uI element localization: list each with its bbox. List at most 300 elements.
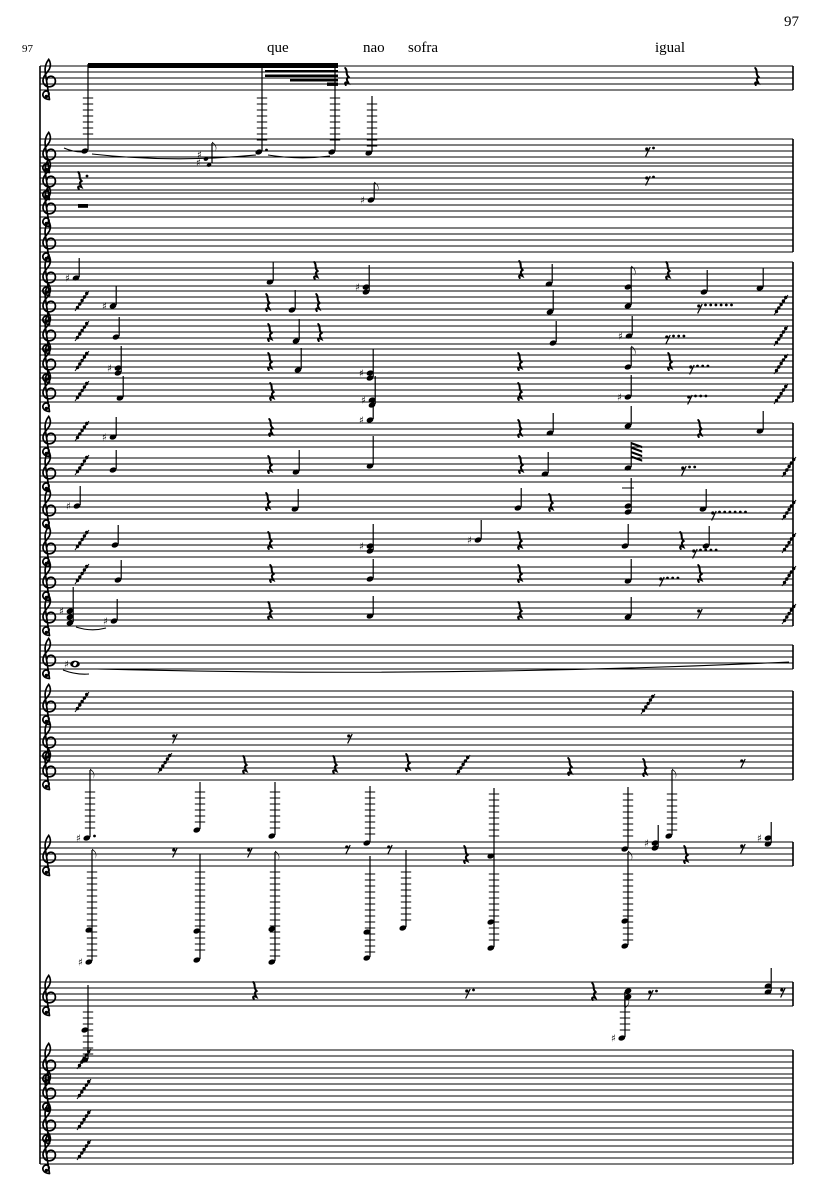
grace-notehead xyxy=(78,392,81,395)
eighth-rest-dot xyxy=(681,466,684,469)
grace-notehead xyxy=(85,292,88,295)
lcol xyxy=(399,850,412,932)
eighth-flag xyxy=(628,851,632,861)
grace-notehead xyxy=(785,544,788,547)
note xyxy=(59,587,74,627)
sharp-accidental: ♯ xyxy=(618,331,623,343)
grace-notehead xyxy=(784,355,787,358)
grace-notehead xyxy=(784,385,787,388)
eighth-rest-dot xyxy=(465,989,468,992)
grace-notehead xyxy=(790,504,793,507)
sharp-accidental: ♯ xyxy=(359,415,364,427)
grace-notehead xyxy=(792,458,795,461)
lyric-syllable: nao xyxy=(363,40,385,56)
rest xyxy=(268,602,271,619)
grace-notehead xyxy=(83,355,86,358)
clef-tail-dot xyxy=(45,785,48,788)
eighth-flag xyxy=(631,346,635,356)
grace-notehead xyxy=(85,693,88,696)
eighth-rest-dot xyxy=(247,848,250,851)
lcol xyxy=(487,788,500,860)
grace-notehead xyxy=(83,696,86,699)
grace-run xyxy=(782,500,796,520)
lyrics xyxy=(267,40,685,56)
staff xyxy=(40,368,793,411)
rest xyxy=(314,262,317,279)
treble-clef xyxy=(43,720,56,760)
grace-notehead xyxy=(790,608,793,611)
grace-notehead xyxy=(85,322,88,325)
augmentation-dot xyxy=(472,989,475,992)
augmentation-dot xyxy=(725,304,728,307)
grace-notehead xyxy=(783,548,786,551)
beam xyxy=(290,79,338,82)
grace-notehead xyxy=(80,1121,83,1124)
eighth-rest-dot xyxy=(740,759,743,762)
note xyxy=(359,349,374,382)
grace-run xyxy=(782,457,796,477)
eighth-flag xyxy=(212,142,216,152)
rest xyxy=(243,756,246,773)
rest xyxy=(345,68,348,85)
grace-notehead xyxy=(83,425,86,428)
lcol xyxy=(363,856,376,962)
sharp-accidental: ♯ xyxy=(617,392,622,404)
quarter-rest xyxy=(549,494,552,511)
grace-notehead xyxy=(87,1050,90,1053)
note xyxy=(292,450,300,476)
clef-tail-dot xyxy=(45,407,48,410)
grace-notehead xyxy=(782,388,785,391)
grace-notehead xyxy=(777,337,780,340)
grace-notehead xyxy=(76,306,79,309)
note xyxy=(66,486,81,513)
sharp-accidental: ♯ xyxy=(76,833,81,845)
note xyxy=(116,376,124,402)
note xyxy=(757,822,772,848)
note xyxy=(114,560,122,584)
treble-clef-icon xyxy=(43,416,56,456)
grace-notehead xyxy=(80,538,83,541)
measure-number: 97 xyxy=(22,43,33,55)
half-rest xyxy=(78,204,88,208)
grace-notehead xyxy=(787,465,790,468)
staff xyxy=(40,749,793,789)
grace-notehead xyxy=(775,399,778,402)
rest xyxy=(270,383,273,400)
quarter-rest xyxy=(345,68,348,85)
clef-tail-dot xyxy=(45,95,48,98)
slur xyxy=(76,627,106,630)
note xyxy=(624,406,632,430)
grace-notehead xyxy=(87,1080,90,1083)
grace-notehead xyxy=(457,770,460,773)
grace-notehead xyxy=(775,310,778,313)
note xyxy=(103,599,118,628)
grace-notehead xyxy=(159,768,162,771)
grace-notehead xyxy=(78,703,81,706)
eighth-rest-dot xyxy=(665,335,668,338)
grace-notehead xyxy=(790,461,793,464)
rest xyxy=(680,532,683,549)
grace-notehead xyxy=(85,352,88,355)
quarter-rest xyxy=(755,68,758,85)
grace-run xyxy=(75,291,89,311)
augmentation-dot xyxy=(704,549,707,552)
eighth-rest-dot xyxy=(697,304,700,307)
augmentation-dot xyxy=(718,511,721,514)
beam xyxy=(88,63,338,68)
eighth-rest-dot xyxy=(387,845,390,848)
slur xyxy=(92,154,256,159)
grace-notehead xyxy=(80,359,83,362)
rest xyxy=(780,988,785,998)
quarter-rest xyxy=(666,262,669,279)
grace-notehead xyxy=(783,619,786,622)
staff xyxy=(40,488,793,528)
augmentation-dot xyxy=(701,365,704,368)
treble-clef xyxy=(43,59,56,99)
grace-notehead xyxy=(85,422,88,425)
clef-tail-dot xyxy=(45,1011,48,1014)
sharp-accidental: ♯ xyxy=(197,150,202,161)
sharp-accidental: ♯ xyxy=(102,432,107,444)
treble-clef xyxy=(43,975,56,1015)
lcol xyxy=(363,786,376,847)
sharp-accidental: ♯ xyxy=(757,833,762,845)
eighth-rest-dot xyxy=(689,365,692,368)
grace-notehead xyxy=(87,1141,90,1144)
sharp-accidental: ♯ xyxy=(611,1033,616,1045)
quarter-rest xyxy=(270,383,273,400)
augmentation-dot xyxy=(734,511,737,514)
quarter-rest xyxy=(78,172,81,189)
grace-run xyxy=(774,354,788,374)
grace-notehead xyxy=(85,382,88,385)
grace-run xyxy=(77,1049,91,1069)
augmentation-dot xyxy=(652,176,655,179)
grace-notehead xyxy=(792,567,795,570)
quarter-rest xyxy=(518,532,521,549)
rest xyxy=(345,845,350,855)
quarter-rest xyxy=(243,756,246,773)
sharp-accidental: ♯ xyxy=(65,273,70,285)
staff xyxy=(40,1103,793,1143)
staff xyxy=(40,720,793,760)
beam xyxy=(265,75,338,78)
augmentation-dot xyxy=(696,365,699,368)
staff xyxy=(40,342,793,382)
grace-notehead xyxy=(783,581,786,584)
note xyxy=(624,442,642,472)
rest xyxy=(740,759,745,769)
staff xyxy=(40,560,793,600)
sharp-accidental: ♯ xyxy=(64,659,69,671)
eighth-rest-dot xyxy=(659,577,662,580)
note xyxy=(360,182,379,207)
grace-notehead xyxy=(83,325,86,328)
eighth-rest-dot xyxy=(711,511,714,514)
note xyxy=(366,559,374,583)
grace-notehead xyxy=(85,1144,88,1147)
grace-notehead xyxy=(787,574,790,577)
grace-notehead xyxy=(80,572,83,575)
grace-notehead xyxy=(168,754,171,757)
lcol xyxy=(365,96,378,157)
rest xyxy=(269,419,272,436)
grace-notehead xyxy=(785,577,788,580)
grace-notehead xyxy=(459,766,462,769)
treble-clef-icon xyxy=(43,59,56,99)
clef-tail-dot xyxy=(45,631,48,634)
note xyxy=(549,321,557,347)
rest xyxy=(172,848,177,858)
clef-tail-dot xyxy=(45,1169,48,1172)
lcol xyxy=(621,851,634,950)
augmentation-dot xyxy=(672,335,675,338)
grace-notehead xyxy=(83,295,86,298)
augmentation-dot xyxy=(704,304,707,307)
lcol xyxy=(268,851,281,966)
eighth-rest-dot xyxy=(645,176,648,179)
grace-notehead xyxy=(78,432,81,435)
slur xyxy=(92,154,256,159)
eighth-rest-dot xyxy=(648,990,651,993)
grace-notehead xyxy=(80,700,83,703)
beam xyxy=(290,79,338,82)
grace-notehead xyxy=(76,396,79,399)
quarter-rest xyxy=(253,982,256,999)
beam xyxy=(327,83,338,86)
grace-notehead xyxy=(78,362,81,365)
grace-notehead xyxy=(80,1060,83,1063)
sh xyxy=(196,158,201,169)
augmentation-dot xyxy=(707,365,710,368)
grace-notehead xyxy=(78,332,81,335)
grace-notehead xyxy=(76,336,79,339)
grace-notehead xyxy=(76,436,79,439)
staff xyxy=(40,835,793,875)
slur xyxy=(76,627,106,630)
grace-run xyxy=(456,755,470,775)
grace-notehead xyxy=(80,463,83,466)
eighth-rest-dot xyxy=(172,848,175,851)
sharp-accidental: ♯ xyxy=(359,541,364,553)
quarter-rest xyxy=(269,419,272,436)
augmentation-dot xyxy=(666,577,669,580)
grace-notehead xyxy=(78,541,81,544)
staff xyxy=(40,255,793,295)
grace-notehead xyxy=(76,707,79,710)
quarter-rest xyxy=(268,602,271,619)
beam xyxy=(265,70,338,73)
rest xyxy=(78,172,88,189)
grace-notehead xyxy=(76,579,79,582)
grace-notehead xyxy=(461,763,464,766)
grace-notehead xyxy=(80,389,83,392)
grace-notehead xyxy=(790,570,793,573)
augmentation-dot xyxy=(715,549,718,552)
grace-notehead xyxy=(83,534,86,537)
quarter-rest xyxy=(333,756,336,773)
sharp-accidental: ♯ xyxy=(66,501,71,513)
grace-notehead xyxy=(782,358,785,361)
grace-notehead xyxy=(76,366,79,369)
sharp-accidental: ♯ xyxy=(78,957,83,969)
grace-notehead xyxy=(464,759,467,762)
augmentation-dot xyxy=(671,577,674,580)
note xyxy=(109,450,117,474)
grace-notehead xyxy=(644,705,647,708)
eighth-rest-dot xyxy=(345,845,348,848)
grace-notehead xyxy=(785,468,788,471)
grace-notehead xyxy=(76,470,79,473)
eighth-rest-dot xyxy=(780,988,783,991)
grace-notehead xyxy=(787,612,790,615)
lcol xyxy=(665,769,678,840)
augmentation-dot xyxy=(705,395,708,398)
grace-notehead xyxy=(642,709,645,712)
augmentation-dot xyxy=(655,990,658,993)
grace-notehead xyxy=(82,1057,85,1060)
rest xyxy=(519,261,522,278)
note xyxy=(702,526,710,550)
rest xyxy=(247,848,252,858)
augmentation-dot xyxy=(720,304,723,307)
grace-notehead xyxy=(784,327,787,330)
sharp-accidental: ♯ xyxy=(361,395,366,407)
sharp-accidental: ♯ xyxy=(360,195,365,207)
grace-notehead xyxy=(779,362,782,365)
lcol xyxy=(193,854,206,964)
treble-clef xyxy=(43,595,56,635)
grace-notehead xyxy=(785,511,788,514)
augmentation-dot xyxy=(715,304,718,307)
lcol xyxy=(78,849,97,969)
grace-notehead xyxy=(78,1155,81,1158)
barlines xyxy=(40,66,793,1164)
grace-run xyxy=(75,421,89,441)
note xyxy=(541,452,549,478)
grace-notehead xyxy=(85,456,88,459)
note xyxy=(288,290,296,314)
rest xyxy=(518,532,521,549)
sharp-accidental: ♯ xyxy=(102,301,107,313)
augmentation-dot xyxy=(93,835,96,838)
note xyxy=(111,525,119,549)
augmentation-dot xyxy=(677,335,680,338)
sharp-accidental: ♯ xyxy=(644,838,649,850)
grace-notehead xyxy=(779,334,782,337)
treble-clef-icon xyxy=(43,684,56,724)
rest xyxy=(387,845,392,855)
rest xyxy=(755,68,758,85)
quarter-rest xyxy=(314,262,317,279)
sharp-accidental: ♯ xyxy=(59,606,64,618)
eighth-rest-dot xyxy=(172,734,175,737)
grace-notehead xyxy=(787,508,790,511)
flagu xyxy=(212,142,216,152)
lcol xyxy=(487,854,500,952)
grace-notehead xyxy=(87,1111,90,1114)
quarter-rest xyxy=(518,383,521,400)
grace-notehead xyxy=(78,1094,81,1097)
grace-notehead xyxy=(78,1125,81,1128)
treble-clef-icon xyxy=(43,720,56,760)
rest xyxy=(549,494,552,511)
quarter-rest xyxy=(268,532,271,549)
grace-notehead xyxy=(76,545,79,548)
clef-tail-dot xyxy=(45,674,48,677)
note xyxy=(617,375,632,404)
rest xyxy=(253,982,256,999)
grace-notehead xyxy=(651,695,654,698)
sharp-accidental: ♯ xyxy=(355,282,360,294)
staff xyxy=(40,284,793,324)
grace-notehead xyxy=(777,306,780,309)
grace-notehead xyxy=(784,296,787,299)
rest xyxy=(333,756,336,773)
augmentation-dot xyxy=(730,304,733,307)
staff xyxy=(40,1071,793,1111)
rest xyxy=(665,335,685,345)
quarter-rest xyxy=(519,261,522,278)
lyric-syllable: sofra xyxy=(408,40,438,56)
quarter-rest xyxy=(680,532,683,549)
augmentation-dot xyxy=(688,466,691,469)
grace-notehead xyxy=(792,534,795,537)
augmentation-dot xyxy=(677,577,680,580)
grace-notehead xyxy=(646,702,649,705)
treble-clef xyxy=(43,451,56,491)
lcol xyxy=(621,787,634,853)
staff xyxy=(40,186,793,226)
augmentation-dot xyxy=(710,549,713,552)
rest xyxy=(518,383,521,400)
grace-notehead xyxy=(85,565,88,568)
grace-run xyxy=(77,1140,91,1160)
grace-notehead xyxy=(649,698,652,701)
grace-notehead xyxy=(80,329,83,332)
rest xyxy=(518,602,521,619)
augmentation-dot xyxy=(265,149,268,152)
quarter-rest xyxy=(592,983,595,1000)
slur xyxy=(63,670,89,674)
staff xyxy=(40,221,793,261)
treble-clef-icon xyxy=(43,595,56,635)
grace-notehead xyxy=(78,466,81,469)
staff xyxy=(40,975,793,1015)
grace-notehead xyxy=(80,1090,83,1093)
grace-notehead xyxy=(783,472,786,475)
grace-notehead xyxy=(85,531,88,534)
lyric-syllable: igual xyxy=(655,40,685,56)
grace-notehead xyxy=(777,365,780,368)
grace-run xyxy=(77,1110,91,1130)
grace-notehead xyxy=(779,303,782,306)
grace-notehead xyxy=(787,541,790,544)
grace-notehead xyxy=(792,501,795,504)
treble-clef xyxy=(43,835,56,875)
eighth-rest-dot xyxy=(687,395,690,398)
quarter-rest xyxy=(518,602,521,619)
grace-run xyxy=(774,326,788,346)
grace-notehead xyxy=(80,299,83,302)
grace-notehead xyxy=(85,1114,88,1117)
treble-clef-icon xyxy=(43,835,56,875)
grace-notehead xyxy=(80,1151,83,1154)
grace-notehead xyxy=(777,395,780,398)
